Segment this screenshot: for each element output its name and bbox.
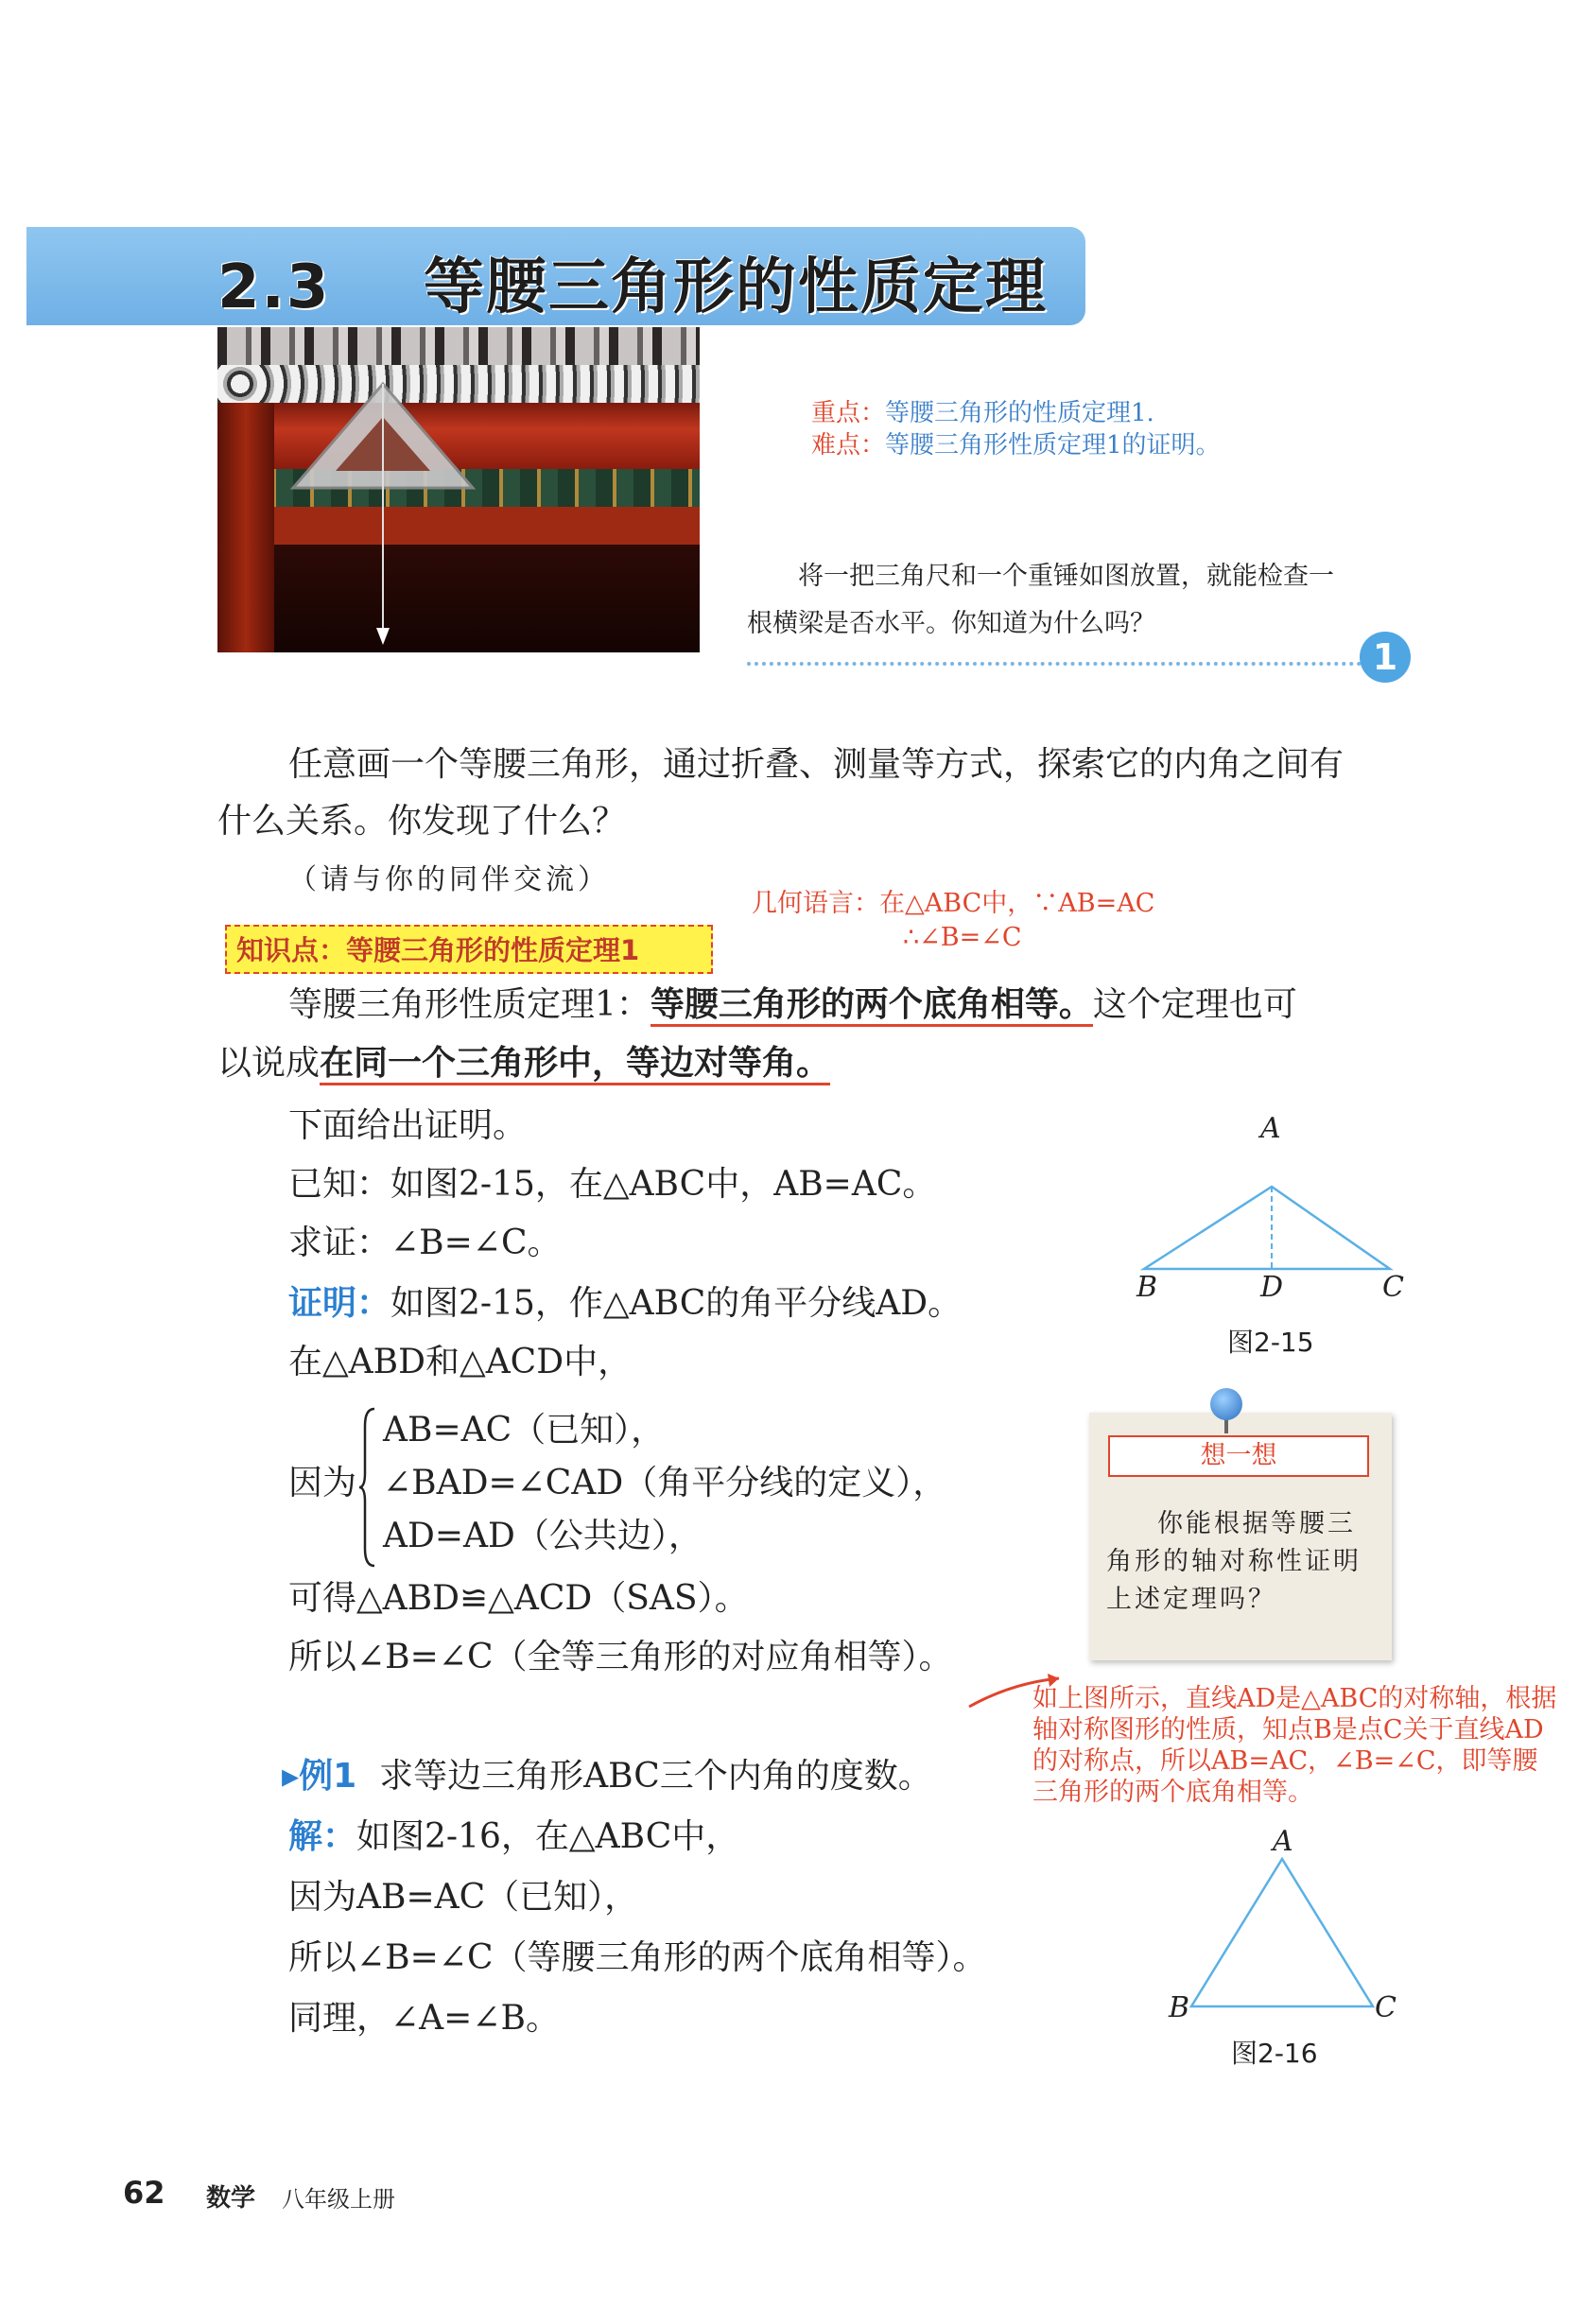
proof-condition-1: AB=AC（已知）， — [383, 1411, 666, 1450]
fig216-label-b: B — [1169, 1991, 1190, 2024]
pushpin-icon — [1210, 1388, 1242, 1420]
fig216-label-a: A — [1273, 1825, 1293, 1858]
theorem-line-1 — [288, 976, 1297, 1034]
example-question: 求等边三角形ABC三个内角的度数。 — [379, 1757, 932, 1796]
brace-symbol — [357, 1407, 376, 1568]
fig216-caption: 图2-16 — [1231, 2038, 1318, 2069]
intro-text: 将一把三角尺和一个重锤如图放置，就能检查一根横梁是否水平。你知道为什么吗？ — [747, 562, 1334, 638]
explore-line-2: 什么关系。你发现了什么？ — [217, 802, 627, 841]
geometry-language — [752, 887, 1154, 955]
badge-number: 1 — [1360, 632, 1411, 683]
theorem-suffix: 这个定理也可 — [1092, 985, 1297, 1024]
proof-label: 证明： — [288, 1284, 391, 1323]
fig215-label-a: A — [1260, 1112, 1281, 1145]
example-label: ▸例1 — [282, 1757, 357, 1796]
fig215-label-c: C — [1382, 1271, 1404, 1304]
proof-condition-3: AD=AD（公共边）， — [383, 1517, 703, 1555]
proof-condition-2: ∠BAD=∠CAD（角平分线的定义）， — [383, 1464, 947, 1502]
fig215-label-b: B — [1136, 1271, 1158, 1304]
explore-line-3: （请与你的同伴交流） — [288, 863, 610, 896]
difficulty-label: 难点： — [811, 431, 886, 460]
geometry-line-2: ∴∠B=∠C — [903, 923, 1022, 952]
solution-line-1 — [288, 1808, 739, 1866]
theorem-line-2 — [217, 1034, 830, 1093]
proof-intro: 下面给出证明。 — [288, 1106, 528, 1145]
fig215-caption: 图2-15 — [1227, 1327, 1314, 1358]
theorem-statement: 等腰三角形的两个底角相等。 — [651, 985, 1093, 1027]
think-body: 你能根据等腰三角形的轴对称性证明上述定理吗？ — [1106, 1509, 1362, 1614]
section-number: 2.3 — [217, 252, 331, 322]
knowledge-point-text: 知识点：等腰三角形的性质定理1 — [236, 934, 640, 966]
solution-line-4: 同理，∠A=∠B。 — [288, 1999, 560, 2038]
proof-step-4: 所以∠B=∠C（全等三角形的对应角相等）。 — [288, 1638, 953, 1676]
proof-step-1 — [288, 1275, 962, 1333]
think-title: 想一想 — [1108, 1435, 1369, 1477]
key-label: 重点： — [811, 399, 886, 427]
proof-step-2: 在△ABD和△ACD中， — [288, 1343, 633, 1381]
theorem-line2-bold: 在同一个三角形中，等边对等角。 — [320, 1044, 830, 1085]
explore-line-1: 任意画一个等腰三角形，通过折叠、测量等方式，探索它的内角之间有 — [288, 745, 1344, 784]
side-note: 如上图所示，直线AD是△ABC的对称轴，根据轴对称图形的性质，知点B是点C关于直线AD的对称点，所以AB=AC，∠B=∠C，即等腰三角形的两个底角相等。 — [1032, 1684, 1557, 1807]
solution-line-3: 所以∠B=∠C（等腰三角形的两个底角相等）。 — [288, 1938, 987, 1977]
equilateral-triangle-abc — [1191, 1859, 1373, 2006]
proof-because: 因为 — [288, 1464, 357, 1502]
focus-notes — [811, 397, 1221, 461]
proof-given: 已知：如图2-15，在△ABC中，AB=AC。 — [288, 1165, 937, 1204]
solution-label: 解： — [288, 1817, 357, 1856]
proof-step1-text: 如图2-15，作△ABC的角平分线AD。 — [390, 1284, 963, 1323]
solution-line-2: 因为AB=AC（已知）， — [288, 1878, 639, 1917]
footer-subject: 数学 — [206, 2184, 256, 2213]
figure-2-16 — [1172, 1844, 1399, 2014]
example-line — [282, 1747, 932, 1806]
proof-step-3: 可得△ABD≌△ACD（SAS）。 — [288, 1579, 749, 1618]
key-text: 等腰三角形的性质定理1. — [885, 399, 1154, 427]
section-title — [217, 238, 1048, 325]
difficulty-text: 等腰三角形性质定理1的证明。 — [885, 431, 1221, 460]
page-number: 62 — [123, 2175, 165, 2211]
section-title-text: 等腰三角形的性质定理 — [423, 252, 1048, 322]
fig215-label-d: D — [1260, 1271, 1284, 1304]
theorem-line2-prefix: 以说成 — [217, 1044, 321, 1083]
geometry-line-1: 几何语言：在△ABC中，∵AB=AC — [752, 889, 1155, 918]
triangle-abc — [1144, 1187, 1390, 1269]
dotted-divider — [747, 662, 1362, 666]
proof-prove: 求证：∠B=∠C。 — [288, 1224, 562, 1262]
photo-beam-triangle-ruler — [217, 327, 700, 652]
theorem-prefix: 等腰三角形性质定理1： — [288, 985, 651, 1024]
fig216-label-c: C — [1375, 1991, 1396, 2024]
solution-s1: 如图2-16，在△ABC中， — [356, 1817, 740, 1856]
footer-grade: 八年级上册 — [282, 2186, 395, 2213]
